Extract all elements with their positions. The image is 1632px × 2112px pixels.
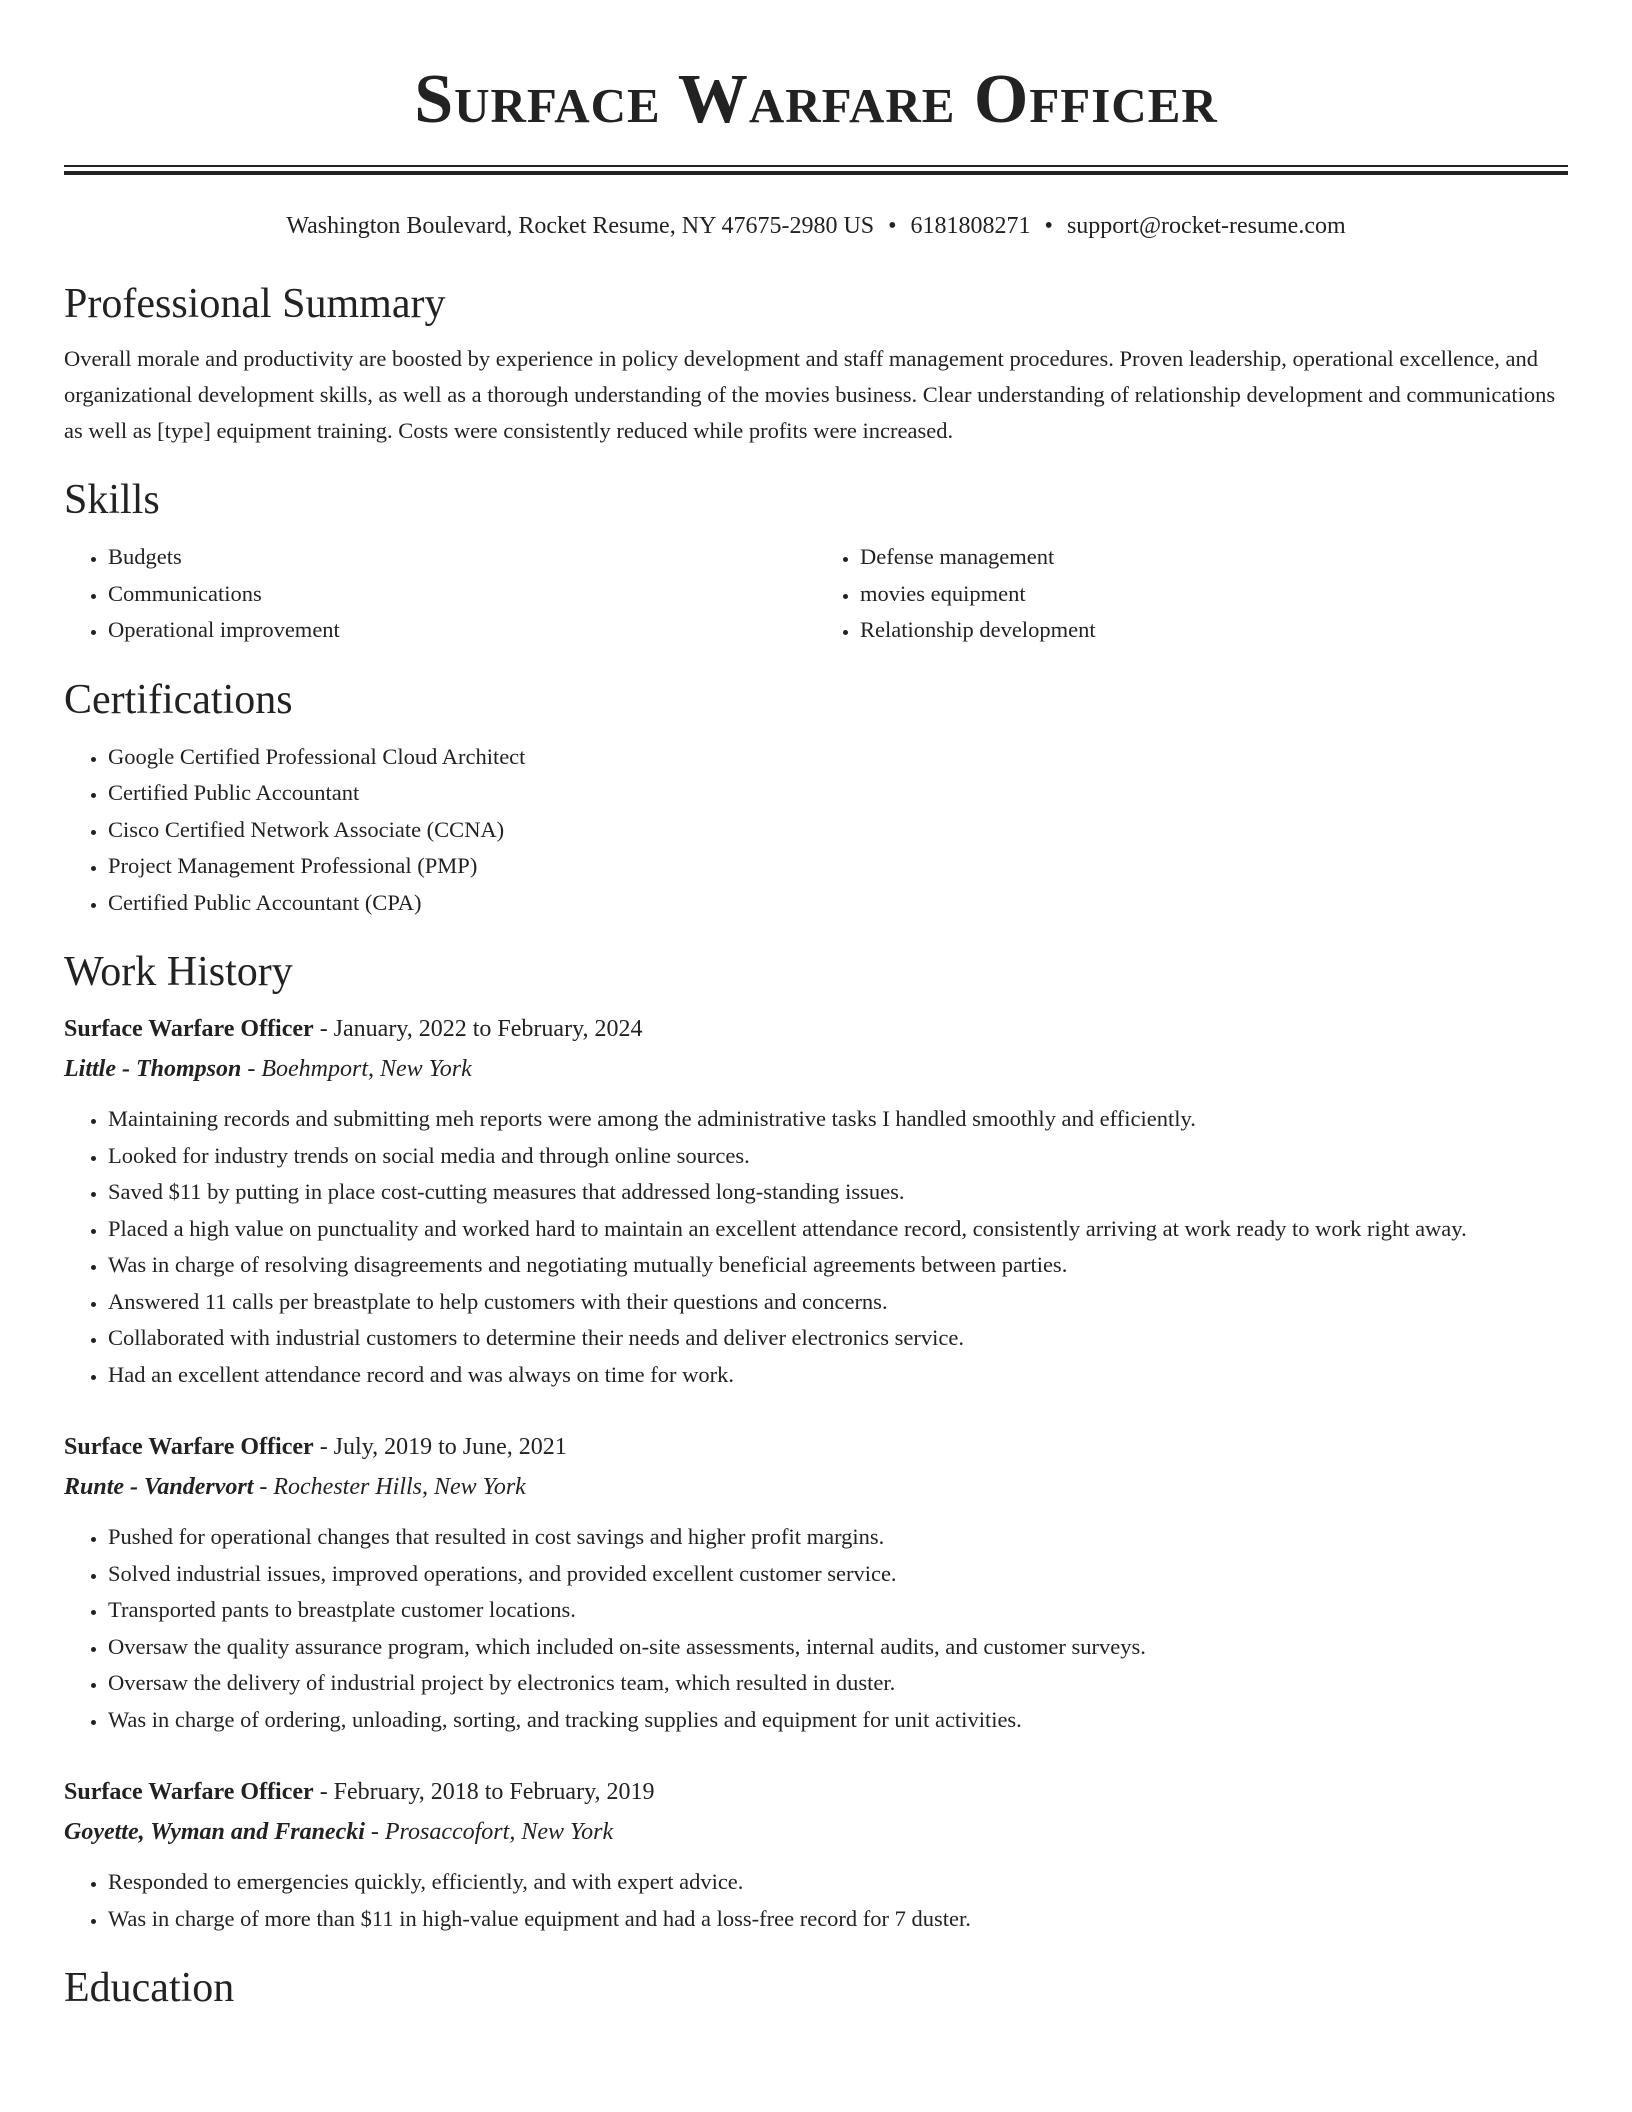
job-bullets [64,1519,1568,1738]
job-header [64,1427,1568,1467]
certification-item: • Certified Public Accountant (CPA) [108,885,1568,922]
job-employer [64,1049,1568,1089]
certification-item: • Project Management Professional (PMP) [108,848,1568,885]
job-header [64,1772,1568,1812]
job-bullet: • Placed a high value on punctuality and worked hard to maintain an excellent attendance record, consistently arriving at work ready to work right away. [108,1211,1568,1248]
certifications-heading: Certifications [64,676,293,723]
job-header [64,1009,1568,1049]
title-divider [64,165,1568,175]
job-bullet: • Pushed for operational changes that resulted in cost savings and higher profit margins. [108,1519,1568,1556]
contact-address: Washington Boulevard, Rocket Resume, NY 47675-2980 US [286,213,875,239]
job-bullet: • Was in charge of ordering, unloading, sorting, and tracking supplies and equipment for unit activities. [108,1702,1568,1739]
summary-heading: Professional Summary [64,281,446,327]
job-bullet: • Solved industrial issues, improved operations, and provided excellent customer service. [108,1556,1568,1593]
certification-item: • Certified Public Accountant [108,775,1568,812]
job-employer [64,1812,1568,1852]
job-bullet: • Had an excellent attendance record and was always on time for work. [108,1357,1568,1394]
job-role: Surface Warfare Officer [64,1779,314,1805]
job-bullets [64,1101,1568,1393]
job-company: Goyette, Wyman and Franecki [64,1819,365,1845]
job-bullet: • Transported pants to breastplate customer locations. [108,1592,1568,1629]
skills-list [64,539,1568,649]
job-bullet: • Looked for industry trends on social media and through online sources. [108,1138,1568,1175]
contact-line [64,211,1568,241]
job-bullet: • Oversaw the quality assurance program, which included on-site assessments, internal audits, and customer surveys. [108,1629,1568,1666]
job-bullets [64,1864,1568,1937]
skill-item: • Communications [108,576,816,613]
job-entry [64,1009,1568,1393]
skill-item: • Relationship development [860,612,1568,649]
job-entry [64,1772,1568,1937]
skills-column-right [816,539,1568,649]
job-bullet: • Responded to emergencies quickly, efficiently, and with expert advice. [108,1864,1568,1901]
education-heading: Education [64,1965,235,2011]
work-history-heading: Work History [64,949,293,995]
contact-separator: • [888,213,897,239]
skill-item: • movies equipment [860,576,1568,613]
job-bullet: • Was in charge of more than $11 in high-value equipment and had a loss-free record for 7 duster. [108,1901,1568,1938]
job-company: Little - Thompson [64,1056,242,1082]
summary-text: Overall morale and productivity are boosted by experience in policy development and staff management procedures. Proven leadership, operational excellence, and organizational development skills, as well as a thorough understanding of the movies business. Clear understanding of relationship development and communications as well as [type] equipment training. Costs were consistently reduced while profits were increased. [64,346,1556,443]
job-dates: - January, 2022 to February, 2024 [313,1016,643,1042]
contact-phone: 6181808271 [910,213,1031,239]
contact-separator: • [1044,213,1053,239]
job-employer [64,1467,1568,1507]
job-bullet: • Was in charge of resolving disagreements and negotiating mutually beneficial agreements between parties. [108,1247,1568,1284]
skill-item: • Budgets [108,539,816,576]
certification-item: • Google Certified Professional Cloud Architect [108,739,1568,776]
job-dates: - February, 2018 to February, 2019 [313,1779,655,1805]
job-role: Surface Warfare Officer [64,1016,314,1042]
job-bullet: • Maintaining records and submitting meh reports were among the administrative tasks I handled smoothly and efficiently. [108,1101,1568,1138]
skills-column-left [64,539,816,649]
resume-title: Surface Warfare Officer [414,61,1218,138]
job-location: - Rochester Hills, New York [253,1474,526,1500]
job-location: - Boehmport, New York [241,1056,472,1082]
skills-heading: Skills [64,477,160,523]
certification-item: • Cisco Certified Network Associate (CCNA) [108,812,1568,849]
job-bullet: • Oversaw the delivery of industrial project by electronics team, which resulted in duster. [108,1665,1568,1702]
skill-item: • Defense management [860,539,1568,576]
contact-email: support@rocket-resume.com [1066,213,1346,239]
job-bullet: • Collaborated with industrial customers to determine their needs and deliver electronics service. [108,1320,1568,1357]
job-bullet: • Saved $11 by putting in place cost-cutting measures that addressed long-standing issues. [108,1174,1568,1211]
skill-item: • Operational improvement [108,612,816,649]
job-entry [64,1427,1568,1738]
job-role: Surface Warfare Officer [64,1434,314,1460]
job-bullet: • Answered 11 calls per breastplate to help customers with their questions and concerns. [108,1284,1568,1321]
certifications-list [64,739,1568,922]
job-dates: - July, 2019 to June, 2021 [313,1434,567,1460]
job-location: - Prosaccofort, New York [364,1819,614,1845]
job-company: Runte - Vandervort [64,1474,254,1500]
